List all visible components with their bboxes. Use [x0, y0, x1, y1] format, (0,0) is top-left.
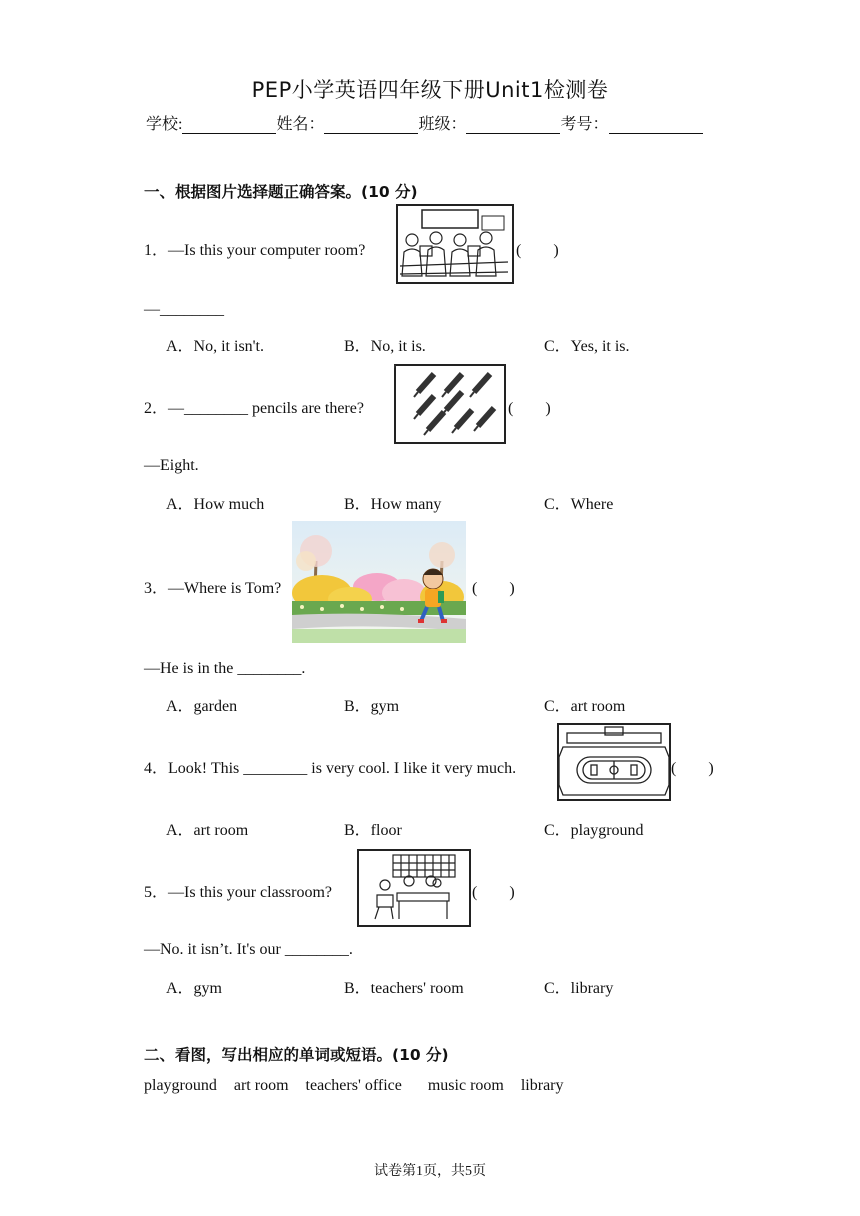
answer-bracket-5[interactable]: ( ) [472, 884, 515, 901]
section-2-heading: 二、看图，写出相应的单词或短语。(10 分) [144, 1046, 449, 1064]
option-3c[interactable]: C．art room [544, 698, 626, 715]
option-2a[interactable]: A．How much [166, 496, 265, 513]
option-5a[interactable]: A．gym [166, 980, 223, 997]
class-label: 班级： [418, 116, 467, 133]
question-5: 5．—Is this your classroom? [144, 884, 332, 901]
option-3b[interactable]: B．gym [344, 698, 400, 715]
section-1-heading: 一、根据图片选择题正确答案。(10 分) [144, 183, 418, 201]
playground-picture [557, 723, 671, 801]
answer-line-5: —No. it isn’t. It's our ________. [144, 941, 353, 958]
number-label: 考号： [560, 116, 609, 133]
question-3: 3．—Where is Tom? [144, 580, 282, 597]
school-label: 学校: [146, 116, 183, 133]
word-bank-item: teachers' office [305, 1077, 402, 1094]
word-bank-item: library [520, 1077, 564, 1094]
student-info-line [146, 111, 703, 134]
option-3a[interactable]: A．garden [166, 698, 238, 715]
option-1a[interactable]: A．No, it isn't. [166, 338, 265, 355]
option-1c[interactable]: C．Yes, it is. [544, 338, 630, 355]
word-bank-item: music room [427, 1077, 504, 1094]
option-2c[interactable]: C．Where [544, 496, 614, 513]
pencils-picture [394, 364, 506, 444]
option-5b[interactable]: B．teachers' room [344, 980, 464, 997]
option-4a[interactable]: A．art room [166, 822, 249, 839]
option-5c[interactable]: C．library [544, 980, 614, 997]
question-4: 4．Look! This ________ is very cool. I like it very much. [144, 760, 517, 777]
word-bank-item: art room [233, 1077, 289, 1094]
word-bank [144, 1077, 564, 1095]
library-picture [357, 849, 471, 927]
name-label: 姓名： [276, 116, 325, 133]
answer-bracket-4[interactable]: ( ) [671, 760, 714, 777]
word-bank-item: playground [144, 1077, 217, 1094]
number-blank [609, 115, 703, 134]
name-blank [324, 115, 418, 134]
page-title: PEP小学英语四年级下册Unit1检测卷 [251, 78, 609, 102]
option-4c[interactable]: C．playground [544, 822, 644, 839]
option-1b[interactable]: B．No, it is. [344, 338, 426, 355]
page-footer: 试卷第1页，共5页 [374, 1164, 486, 1179]
question-2: 2．—________ pencils are there? [144, 400, 364, 417]
computer-room-picture [396, 204, 514, 284]
answer-bracket-3[interactable]: ( ) [472, 580, 515, 597]
option-4b[interactable]: B．floor [344, 822, 402, 839]
answer-line-3: —He is in the ________. [144, 660, 306, 677]
answer-bracket-1[interactable]: ( ) [516, 242, 559, 259]
answer-line-1: —________ [144, 301, 224, 318]
answer-line-2: —Eight. [144, 457, 199, 474]
option-2b[interactable]: B．How many [344, 496, 442, 513]
class-blank [466, 115, 560, 134]
garden-picture [292, 521, 466, 643]
school-blank [182, 115, 276, 134]
answer-bracket-2[interactable]: ( ) [508, 400, 551, 417]
question-1: 1．—Is this your computer room? [144, 242, 366, 259]
